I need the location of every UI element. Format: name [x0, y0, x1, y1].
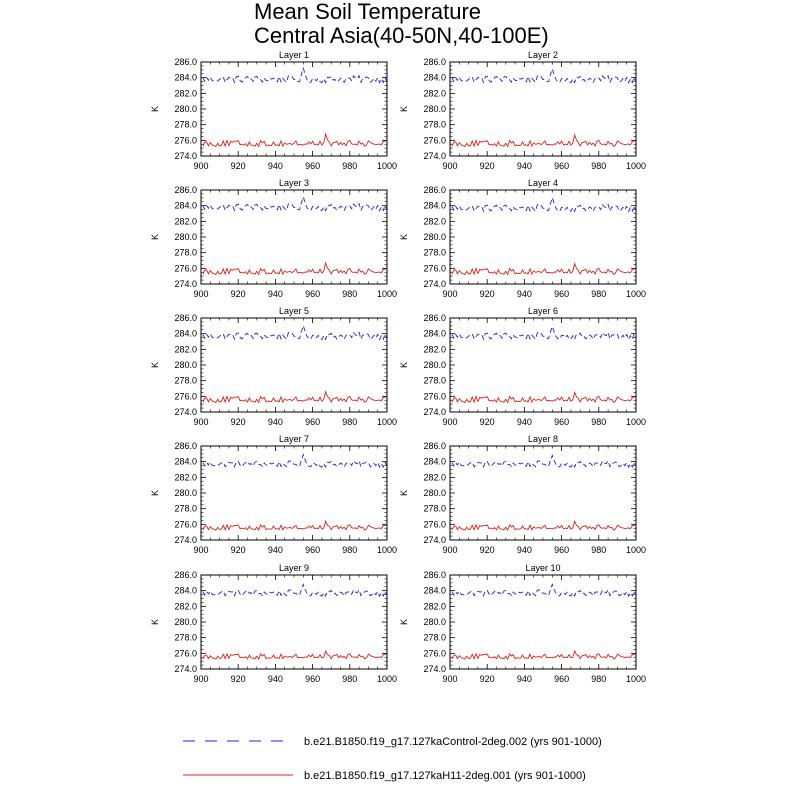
- panel-title: Layer 8: [527, 434, 559, 444]
- y-tick-label: 286.0: [423, 185, 446, 195]
- y-tick-label: 286.0: [174, 57, 197, 67]
- y-axis-label: K: [399, 233, 409, 241]
- y-tick-label: 282.0: [174, 472, 197, 483]
- x-tick-label: 940: [267, 161, 283, 171]
- y-tick-label: 274.0: [174, 535, 197, 545]
- x-tick-label: 940: [516, 289, 532, 299]
- x-tick-label: 960: [305, 674, 321, 684]
- panel-title: Layer 2: [527, 50, 559, 60]
- y-axis-label: K: [399, 361, 409, 369]
- x-tick-label: 940: [516, 161, 532, 171]
- y-axis-label: K: [399, 489, 409, 497]
- series-control-line: [203, 584, 387, 596]
- y-tick-label: 282.0: [423, 344, 446, 355]
- y-tick-label: 280.0: [174, 488, 197, 498]
- panel-title: Layer 10: [525, 563, 561, 573]
- x-tick-label: 920: [230, 289, 246, 299]
- x-tick-label: 1000: [376, 289, 398, 299]
- y-tick-label: 274.0: [423, 151, 446, 161]
- y-tick-label: 276.0: [423, 519, 446, 530]
- y-tick-label: 280.0: [174, 232, 197, 242]
- y-tick-label: 274.0: [423, 664, 446, 674]
- y-tick-label: 282.0: [423, 472, 446, 483]
- panel-title: Layer 9: [278, 563, 310, 573]
- x-tick-label: 920: [230, 674, 246, 684]
- panel-layer-7: [150, 434, 397, 555]
- x-tick-label: 960: [305, 161, 321, 171]
- series-control-line: [203, 68, 387, 82]
- series-h11-line: [203, 651, 387, 659]
- x-tick-label: 900: [193, 417, 209, 427]
- series-h11-line: [203, 521, 387, 530]
- panel-title: Layer 7: [278, 434, 310, 444]
- x-tick-label: 960: [305, 417, 321, 427]
- y-tick-label: 274.0: [423, 535, 446, 545]
- panel-layer-2: [399, 50, 646, 171]
- series-h11-line: [452, 135, 636, 147]
- y-tick-label: 284.0: [423, 200, 446, 211]
- x-tick-label: 960: [554, 417, 570, 427]
- y-axis-label: K: [150, 361, 160, 369]
- series-h11-line: [203, 134, 387, 146]
- x-tick-label: 920: [230, 161, 246, 171]
- y-tick-label: 286.0: [174, 313, 197, 323]
- y-tick-label: 280.0: [423, 104, 446, 114]
- x-tick-label: 940: [267, 417, 283, 427]
- x-tick-label: 1000: [376, 417, 398, 427]
- x-tick-label: 940: [267, 289, 283, 299]
- x-tick-label: 960: [305, 289, 321, 299]
- y-tick-label: 276.0: [423, 391, 446, 402]
- series-control-line: [203, 455, 387, 468]
- panel-title: Layer 3: [278, 178, 310, 188]
- x-tick-label: 900: [442, 417, 458, 427]
- x-tick-label: 920: [479, 545, 495, 555]
- x-tick-label: 980: [342, 289, 358, 299]
- panel-title: Layer 4: [527, 178, 559, 188]
- y-tick-label: 284.0: [174, 72, 197, 83]
- series-control-line: [452, 69, 636, 83]
- y-tick-label: 274.0: [423, 279, 446, 289]
- y-tick-label: 276.0: [423, 263, 446, 274]
- y-tick-label: 282.0: [174, 216, 197, 227]
- panel-layer-4: [399, 178, 646, 299]
- panel-title: Layer 5: [278, 306, 310, 316]
- y-tick-label: 276.0: [174, 391, 197, 402]
- y-tick-label: 278.0: [174, 247, 197, 258]
- series-h11-line: [452, 521, 636, 530]
- series-control-line: [452, 327, 636, 340]
- x-tick-label: 920: [230, 417, 246, 427]
- y-tick-label: 286.0: [423, 441, 446, 451]
- x-tick-label: 900: [442, 161, 458, 171]
- x-tick-label: 920: [479, 417, 495, 427]
- y-tick-label: 280.0: [174, 360, 197, 370]
- x-tick-label: 900: [193, 289, 209, 299]
- y-tick-label: 286.0: [423, 570, 446, 580]
- y-tick-label: 286.0: [423, 313, 446, 323]
- x-tick-label: 1000: [376, 674, 398, 684]
- y-axis-label: K: [150, 105, 160, 113]
- series-control-line: [203, 197, 387, 211]
- x-tick-label: 980: [342, 161, 358, 171]
- x-tick-label: 1000: [625, 545, 647, 555]
- panel-layer-10: [399, 563, 646, 684]
- series-h11-line: [452, 651, 636, 659]
- y-tick-label: 276.0: [423, 648, 446, 659]
- x-tick-label: 940: [267, 674, 283, 684]
- y-tick-label: 278.0: [423, 247, 446, 258]
- series-control-line: [452, 198, 636, 212]
- x-tick-label: 920: [230, 545, 246, 555]
- y-tick-label: 284.0: [423, 72, 446, 83]
- x-tick-label: 1000: [625, 289, 647, 299]
- y-tick-label: 274.0: [174, 151, 197, 161]
- y-tick-label: 280.0: [423, 232, 446, 242]
- y-tick-label: 284.0: [174, 200, 197, 211]
- y-tick-label: 284.0: [423, 585, 446, 596]
- y-axis-label: K: [399, 618, 409, 626]
- x-tick-label: 920: [479, 161, 495, 171]
- panel-layer-5: [150, 306, 397, 427]
- y-tick-label: 276.0: [174, 648, 197, 659]
- x-tick-label: 900: [193, 674, 209, 684]
- y-tick-label: 278.0: [423, 375, 446, 386]
- x-tick-label: 980: [591, 545, 607, 555]
- x-tick-label: 1000: [376, 161, 398, 171]
- series-control-line: [203, 326, 387, 340]
- y-tick-label: 276.0: [174, 263, 197, 274]
- y-tick-label: 286.0: [174, 185, 197, 195]
- x-tick-label: 980: [342, 674, 358, 684]
- panel-layer-1: [150, 50, 397, 171]
- x-tick-label: 980: [591, 674, 607, 684]
- y-tick-label: 278.0: [174, 119, 197, 130]
- panel-layer-9: [150, 563, 397, 684]
- legend-label-h11: b.e21.B1850.f19_g17.127kaH11-2deg.001 (yrs 901-1000): [304, 770, 586, 782]
- y-tick-label: 278.0: [423, 119, 446, 130]
- y-tick-label: 282.0: [423, 88, 446, 99]
- y-tick-label: 282.0: [423, 601, 446, 612]
- x-tick-label: 1000: [625, 674, 647, 684]
- legend-label-control: b.e21.B1850.f19_g17.127kaControl-2deg.002 (yrs 901-1000): [304, 736, 602, 748]
- y-tick-label: 280.0: [423, 360, 446, 370]
- y-tick-label: 276.0: [423, 135, 446, 146]
- panel-layer-6: [399, 306, 646, 427]
- y-tick-label: 284.0: [174, 328, 197, 339]
- y-tick-label: 284.0: [174, 585, 197, 596]
- y-tick-label: 282.0: [174, 88, 197, 99]
- y-tick-label: 280.0: [174, 617, 197, 627]
- x-tick-label: 1000: [376, 545, 398, 555]
- x-tick-label: 980: [342, 545, 358, 555]
- y-tick-label: 282.0: [174, 601, 197, 612]
- y-tick-label: 276.0: [174, 135, 197, 146]
- y-axis-label: K: [399, 105, 409, 113]
- x-tick-label: 1000: [625, 161, 647, 171]
- y-tick-label: 280.0: [423, 488, 446, 498]
- title-line-2: Central Asia(40-50N,40-100E): [254, 23, 549, 48]
- x-tick-label: 940: [267, 545, 283, 555]
- y-tick-label: 284.0: [174, 456, 197, 467]
- y-tick-label: 282.0: [423, 216, 446, 227]
- x-tick-label: 980: [591, 289, 607, 299]
- series-h11-line: [452, 392, 636, 402]
- y-tick-label: 274.0: [174, 279, 197, 289]
- y-tick-label: 274.0: [174, 407, 197, 417]
- y-tick-label: 284.0: [423, 328, 446, 339]
- y-tick-label: 278.0: [174, 503, 197, 514]
- x-tick-label: 940: [516, 417, 532, 427]
- x-tick-label: 960: [305, 545, 321, 555]
- x-tick-label: 980: [342, 417, 358, 427]
- y-tick-label: 274.0: [174, 664, 197, 674]
- y-tick-label: 280.0: [423, 617, 446, 627]
- x-tick-label: 980: [591, 417, 607, 427]
- y-tick-label: 284.0: [423, 456, 446, 467]
- y-axis-label: K: [150, 233, 160, 241]
- x-tick-label: 900: [193, 161, 209, 171]
- y-axis-label: K: [150, 489, 160, 497]
- series-control-line: [452, 584, 636, 596]
- y-tick-label: 286.0: [174, 441, 197, 451]
- panel-title: Layer 1: [278, 50, 310, 60]
- y-tick-label: 286.0: [423, 57, 446, 67]
- series-h11-line: [452, 264, 636, 275]
- x-tick-label: 940: [516, 545, 532, 555]
- y-tick-label: 278.0: [174, 375, 197, 386]
- panel-layer-3: [150, 178, 397, 299]
- x-tick-label: 920: [479, 289, 495, 299]
- y-tick-label: 286.0: [174, 570, 197, 580]
- y-tick-label: 278.0: [423, 632, 446, 643]
- series-h11-line: [203, 263, 387, 275]
- x-tick-label: 1000: [625, 417, 647, 427]
- y-axis-label: K: [150, 618, 160, 626]
- series-h11-line: [203, 392, 387, 403]
- series-control-line: [452, 455, 636, 467]
- x-tick-label: 900: [442, 545, 458, 555]
- x-tick-label: 900: [193, 545, 209, 555]
- x-tick-label: 960: [554, 161, 570, 171]
- y-tick-label: 274.0: [423, 407, 446, 417]
- y-tick-label: 276.0: [174, 519, 197, 530]
- title-line-1: Mean Soil Temperature: [254, 0, 482, 24]
- x-tick-label: 900: [442, 674, 458, 684]
- y-tick-label: 282.0: [174, 344, 197, 355]
- y-tick-label: 278.0: [423, 503, 446, 514]
- y-tick-label: 280.0: [174, 104, 197, 114]
- x-tick-label: 980: [591, 161, 607, 171]
- x-tick-label: 960: [554, 289, 570, 299]
- x-tick-label: 960: [554, 545, 570, 555]
- panel-title: Layer 6: [527, 306, 559, 316]
- x-tick-label: 960: [554, 674, 570, 684]
- x-tick-label: 920: [479, 674, 495, 684]
- x-tick-label: 940: [516, 674, 532, 684]
- x-tick-label: 900: [442, 289, 458, 299]
- panel-layer-8: [399, 434, 646, 555]
- y-tick-label: 278.0: [174, 632, 197, 643]
